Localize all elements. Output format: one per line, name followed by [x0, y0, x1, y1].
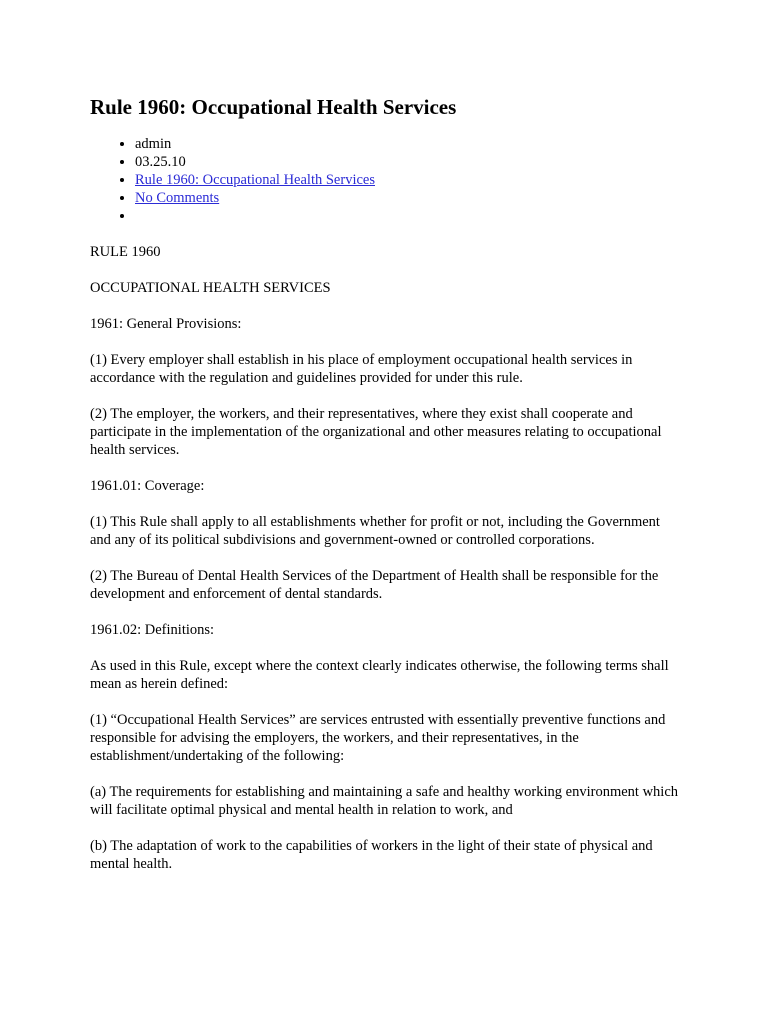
meta-date: • 03.25.10 [135, 153, 678, 171]
section-heading-general-provisions: 1961: General Provisions: [90, 316, 242, 332]
rule-subheading: OCCUPATIONAL HEALTH SERVICES [90, 280, 331, 296]
paragraph: (a) The requirements for establishing and maintaining a safe and healthy working environment which will facilitate optimal physical and mental health in relation to work, and [90, 784, 679, 818]
paragraph: (1) This Rule shall apply to all establishments whether for profit or not, including the Government and any of its political subdivisions and government-owned or controlled corporations. [90, 514, 660, 548]
meta-category-item [135, 171, 678, 189]
category-link[interactable]: Rule 1960: Occupational Health Services [135, 172, 375, 188]
paragraph: (1) “Occupational Health Services” are services entrusted with essentially preventive functions and responsible for advising the employers, the workers, and their representatives, in the establishment/undertaking of the following: [90, 712, 666, 764]
paragraph: (b) The adaptation of work to the capabilities of workers in the light of their state of physical and mental health. [90, 838, 653, 872]
comments-link[interactable]: No Comments [135, 190, 220, 206]
meta-comments-item [135, 189, 678, 207]
paragraph: (2) The employer, the workers, and their representatives, where they exist shall cooperate and participate in the implementation of the organizational and other measures relating to occupational health services. [90, 406, 662, 458]
paragraph: (1) Every employer shall establish in his place of employment occupational health services in accordance with the regulation and guidelines provided for under this rule. [90, 352, 633, 386]
paragraph: As used in this Rule, except where the context clearly indicates otherwise, the following terms shall mean as herein defined: [90, 658, 669, 692]
meta-author: • admin [135, 135, 678, 153]
section-heading-definitions: 1961.02: Definitions: [90, 622, 215, 638]
meta-empty-item [135, 207, 678, 225]
section-heading-coverage: 1961.01: Coverage: [90, 478, 205, 494]
paragraph: (2) The Bureau of Dental Health Services of the Department of Health shall be responsible for the development and enforcement of dental standards. [90, 568, 659, 602]
article-meta-list [90, 135, 678, 225]
rule-heading: RULE 1960 [90, 244, 161, 260]
article-title: Rule 1960: Occupational Health Services [90, 95, 457, 119]
article-body [90, 243, 678, 873]
